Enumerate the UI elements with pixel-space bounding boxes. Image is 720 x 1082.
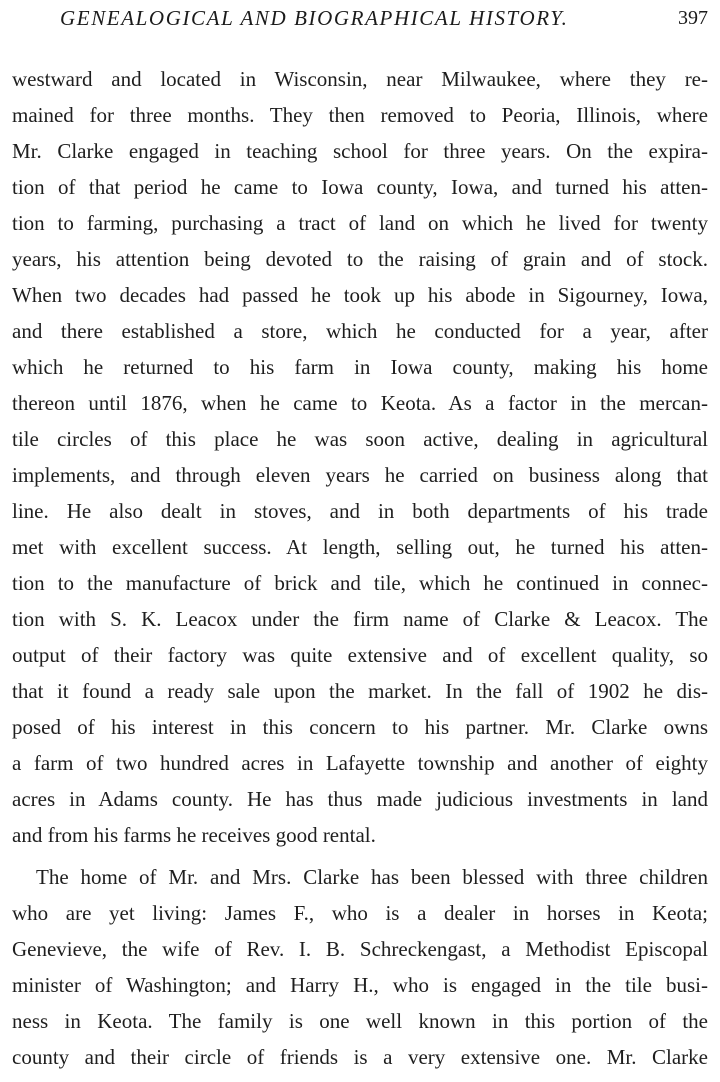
- text-line: that it found a ready sale upon the market. In the fall of 1902 he dis-: [12, 679, 708, 703]
- text-line: When two decades had passed he took up his abode in Sigourney, Iowa,: [12, 283, 708, 307]
- text-line: and there established a store, which he conducted for a year, after: [12, 319, 708, 343]
- body-text: [12, 61, 708, 1075]
- text-line: tile circles of this place he was soon active, dealing in agricultural: [12, 427, 708, 451]
- text-line: which he returned to his farm in Iowa county, making his home: [12, 355, 708, 379]
- text-line: Mr. Clarke engaged in teaching school for three years. On the expira-: [12, 139, 708, 163]
- text-line: a farm of two hundred acres in Lafayette township and another of eighty: [12, 751, 708, 775]
- paragraph-2: [12, 859, 708, 1075]
- text-line: who are yet living: James F., who is a dealer in horses in Keota;: [12, 901, 708, 925]
- text-line: output of their factory was quite extensive and of excellent quality, so: [12, 643, 708, 667]
- text-line: county and their circle of friends is a very extensive one. Mr. Clarke: [12, 1045, 708, 1069]
- text-line: tion to the manufacture of brick and tile, which he continued in connec-: [12, 571, 708, 595]
- text-line: thereon until 1876, when he came to Keota. As a factor in the mercan-: [12, 391, 708, 415]
- text-line: tion with S. K. Leacox under the firm name of Clarke & Leacox. The: [12, 607, 708, 631]
- text-line: Genevieve, the wife of Rev. I. B. Schreckengast, a Methodist Episcopal: [12, 937, 708, 961]
- text-line: westward and located in Wisconsin, near Milwaukee, where they re-: [12, 67, 708, 91]
- text-line: mained for three months. They then removed to Peoria, Illinois, where: [12, 103, 708, 127]
- paragraph-1: [12, 61, 708, 853]
- text-line: line. He also dealt in stoves, and in both departments of his trade: [12, 499, 708, 523]
- text-line: tion to farming, purchasing a tract of land on which he lived for twenty: [12, 211, 708, 235]
- text-line: implements, and through eleven years he carried on business along that: [12, 463, 708, 487]
- page-number: 397: [678, 7, 708, 29]
- text-line: and from his farms he receives good rental.: [12, 823, 376, 847]
- text-line: minister of Washington; and Harry H., who is engaged in the tile busi-: [12, 973, 708, 997]
- text-line: tion of that period he came to Iowa county, Iowa, and turned his atten-: [12, 175, 708, 199]
- text-line: years, his attention being devoted to the raising of grain and of stock.: [12, 247, 708, 271]
- text-line: met with excellent success. At length, selling out, he turned his atten-: [12, 535, 708, 559]
- text-line: The home of Mr. and Mrs. Clarke has been blessed with three children: [36, 865, 708, 889]
- text-line: ness in Keota. The family is one well known in this portion of the: [12, 1009, 708, 1033]
- running-header-title: GENEALOGICAL AND BIOGRAPHICAL HISTORY.: [60, 6, 569, 30]
- text-line: posed of his interest in this concern to his partner. Mr. Clarke owns: [12, 715, 708, 739]
- text-line: acres in Adams county. He has thus made judicious investments in land: [12, 787, 708, 811]
